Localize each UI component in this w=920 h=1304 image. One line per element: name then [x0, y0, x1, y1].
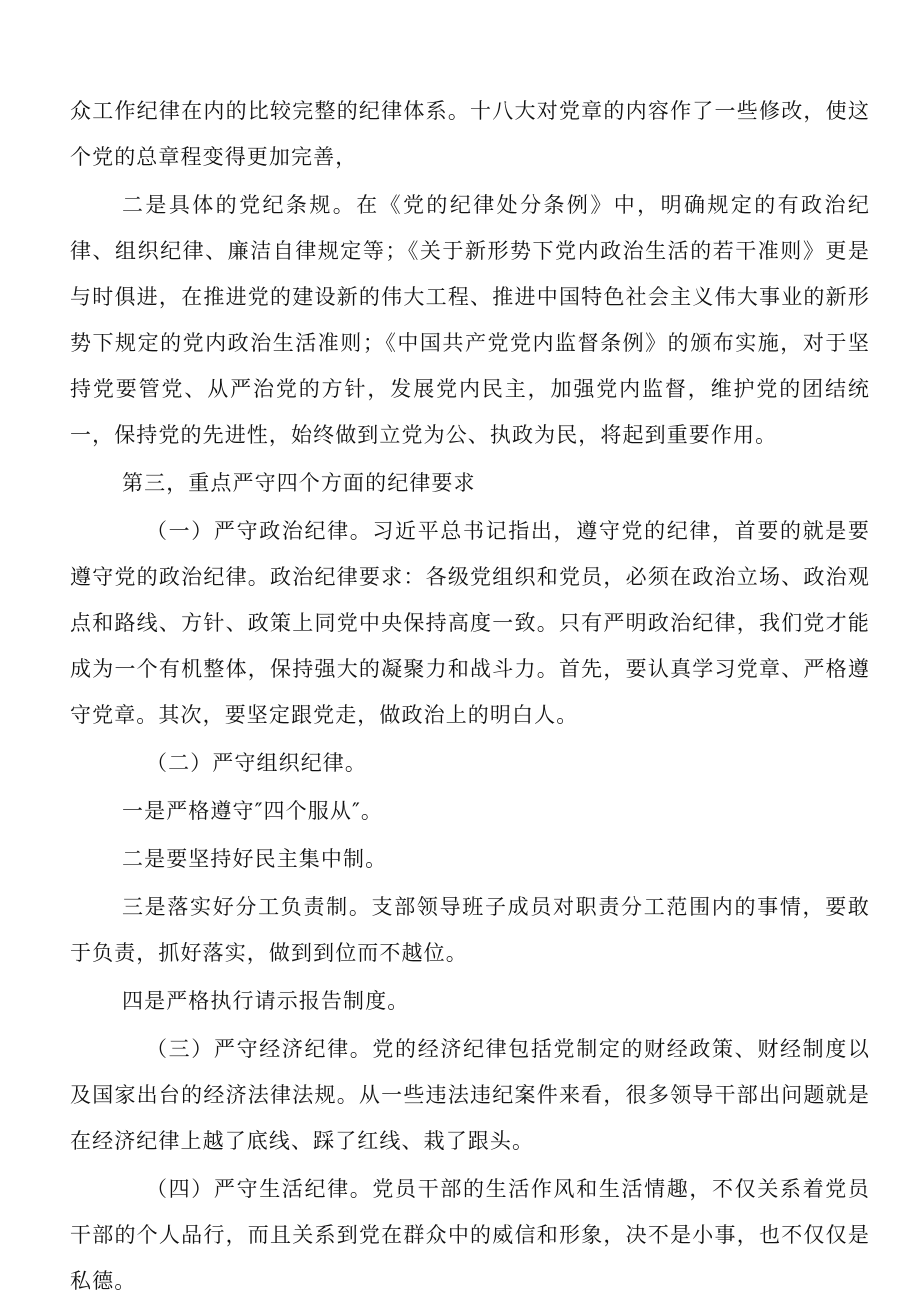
paragraph-economic-discipline: （三）严守经济纪律。党的经济纪律包括党制定的财经政策、财经制度以及国家出台的经济法律法规。从一些违法违纪案件来看，很多领导干部出问题就是在经济纪律上越了底线、踩了红线、栽了跟头。 — [70, 1037, 870, 1153]
document-body — [70, 88, 870, 1304]
paragraph-continuation: 众工作纪律在内的比较完整的纪律体系。十八大对党章的内容作了一些修改，使这个党的总章程变得更加完善， — [70, 99, 870, 169]
paragraph-party-regulations: 二是具体的党纪条规。在《党的纪律处分条例》中，明确规定的有政治纪律、组织纪律、廉洁自律规定等；《关于新形势下党内政治生活的若干准则》更是与时俱进，在推进党的建设新的伟大工程、推进中国特色社会主义伟大事业的新形势下规定的党内政治生活准则；《中国共产党党内监督条例》的颁布实施，对于坚持党要管党、从严治党的方针，发展党内民主，加强党内监督，维护党的团结统一，保持党的先进性，始终做到立党为公、执政为民，将起到重要作用。 — [70, 193, 870, 447]
paragraph-life-discipline: （四）严守生活纪律。党员干部的生活作风和生活情趣，不仅关系着党员干部的个人品行，而且关系到党在群众中的威信和形象，决不是小事，也不仅仅是私德。 — [70, 1177, 870, 1293]
list-item-reporting-system: 四是严格执行请示报告制度。 — [122, 989, 410, 1013]
list-item-four-obeys: 一是严格遵守″四个服从″。 — [122, 799, 383, 823]
list-item-democratic-centralism: 二是要坚持好民主集中制。 — [122, 847, 388, 871]
section-heading-third: 第三，重点严守四个方面的纪律要求 — [122, 471, 476, 495]
paragraph-political-discipline: （一）严守政治纪律。习近平总书记指出，遵守党的纪律，首要的就是要遵守党的政治纪律。政治纪律要求：各级党组织和党员，必须在政治立场、政治观点和路线、方针、政策上同党中央保持高度一致。只有严明政治纪律，我们党才能成为一个有机整体，保持强大的凝聚力和战斗力。首先，要认真学习党章、严格遵守党章。其次，要坚定跟党走，做政治上的明白人。 — [70, 519, 870, 727]
list-item-division-of-responsibility: 三是落实好分工负责制。支部领导班子成员对职责分工范围内的事情，要敢于负责，抓好落实，做到到位而不越位。 — [70, 895, 870, 965]
paragraph-organizational-discipline: （二）严守组织纪律。 — [146, 751, 367, 775]
